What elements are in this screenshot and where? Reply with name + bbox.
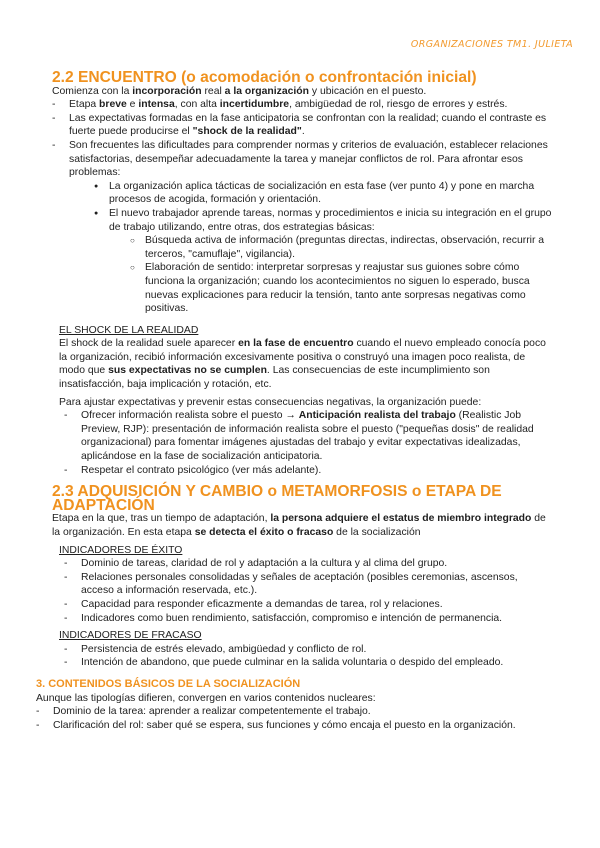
strategies-sublist [109,234,552,316]
shock-paragraph-2: Para ajustar expectativas y prevenir estas consecuencias negativas, la organización puede: [59,396,482,408]
list-item: - Relaciones personales consolidadas y señales de aceptación (posibles ceremonias, ascensos, acceso a información reservada, etc.). [59,571,552,598]
list-item: - Clarificación del rol: saber qué se espera, sus funciones y cómo encaja el puesto en la organización. [36,719,552,733]
list-item: ○ Búsqueda activa de información (preguntas directas, indirectas, observación, recurrir a terceros, "camuflaje", vigilancia). [109,234,552,261]
fracaso-list [59,643,552,670]
section-2-2-list [52,98,552,316]
list-item: - Dominio de la tarea: aprender a realizar competentemente el trabajo. [36,705,552,719]
document-body [36,69,552,732]
exito-title: INDICADORES DE ÉXITO [59,544,183,556]
section-2-3-title: 2.3 ADQUISICIÓN Y CAMBIO o METAMORFOSIS o ETAPA DE ADAPTACIÓN [52,483,502,514]
list-item: - Etapa breve e intensa, con alta incertidumbre, ambigüedad de rol, riesgo de errores y estrés. [52,98,552,112]
shock-section [52,324,552,478]
list-item: - Capacidad para responder eficazmente a demandas de tarea, rol y relaciones. [59,598,552,612]
section-2-2-intro: Comienza con la incorporación real a la organización y ubicación en el puesto. [52,85,427,97]
shock-title: EL SHOCK DE LA REALIDAD [59,324,199,336]
list-item: - Respetar el contrato psicológico (ver más adelante). [59,464,552,478]
list-item: - Dominio de tareas, claridad de rol y adaptación a la cultura y al clima del grupo. [59,557,552,571]
list-item: ● La organización aplica tácticas de socialización en esta fase (ver punto 4) y pone en marcha procesos de acogida, formación y orientación. [69,180,552,207]
fracaso-title: INDICADORES DE FRACASO [59,630,202,642]
strategies-list [69,180,552,316]
list-item: - Las expectativas formadas en la fase anticipatoria se confrontan con la realidad; cuando el contraste es fuerte puede producirse el "shock de la realidad". [52,112,552,139]
list-item: - Son frecuentes las dificultades para comprender normas y criterios de evaluación, establecer relaciones satisfactorias, desempeñar adecuadamente la tarea y manejar conflictos de rol. Para afrontar esos problemas: ● La organización aplica tácticas de socialización en esta fase (ver punto 4) y pone en marcha procesos de acogida, formación y orientación. ● El nuevo trabajador aprende tareas, normas y procedimientos e inicia su integración en el grupo de trabajo utilizando, entre otras, dos estrategias básicas: ○ Búsqueda activa de información (preguntas directas, indirectas, observación, recurrir a terceros, "camuflaje", vigilancia). ○ Elaboración de sentido: interpretar sorpresas y reajustar sus guiones sobre cómo funciona la organización; cuando los acontecimientos no siguen lo esperado, busca nuevas explicaciones para reducir la tensión, tanto ante sorpresas negativas como positivas. [52,139,552,316]
shock-paragraph: El shock de la realidad suele aparecer en la fase de encuentro cuando el nuevo empleado conocía poco la organización, recibió información excesivamente positiva o construyó una imagen poco realista, de modo que sus expectativas no se cumplen. Las consecuencias de este incumplimiento son insatisfacción, baja implicación y rotación, etc. [59,338,546,391]
list-item: - Indicadores como buen rendimiento, satisfacción, compromiso e intención de permanencia. [59,612,552,626]
section-3-title: 3. CONTENIDOS BÁSICOS DE LA SOCIALIZACIÓN [36,677,301,690]
list-item: - Persistencia de estrés elevado, ambigüedad y conflicto de rol. [59,643,552,657]
list-item: - Ofrecer información realista sobre el puesto → Anticipación realista del trabajo (Realistic Job Preview, RJP): presentación de información realista sobre el puesto ("pequeñas dosis" de realidad organizacional) para fomentar imágenes ajustadas del trabajo y evitar expectativas idealizadas, aplicándose en la fase de socialización anticipatoria. [59,409,552,463]
list-item: ● El nuevo trabajador aprende tareas, normas y procedimientos e inicia su integración en el grupo de trabajo utilizando, entre otras, dos estrategias básicas: ○ Búsqueda activa de información (preguntas directas, indirectas, observación, recurrir a terceros, "camuflaje", vigilancia). ○ Elaboración de sentido: interpretar sorpresas y reajustar sus guiones sobre cómo funciona la organización; cuando los acontecimientos no siguen lo esperado, busca nuevas explicaciones para reducir la tensión, tanto ante sorpresas negativas como positivas. [69,207,552,316]
header-tag: ORGANIZACIONES TM1. JULIETA [410,39,573,50]
list-item: - Intención de abandono, que puede culminar en la salida voluntaria o despido del empleado. [59,656,552,670]
section-3-list [36,705,552,732]
exito-section [52,544,552,670]
section-2-3-intro: Etapa en la que, tras un tiempo de adaptación, la persona adquiere el estatus de miembro integrado de la organización. En esta etapa se detecta el éxito o fracaso de la socialización [52,513,546,538]
list-item: ○ Elaboración de sentido: interpretar sorpresas y reajustar sus guiones sobre cómo funciona la organización; cuando los acontecimientos no siguen lo esperado, busca nuevas explicaciones para reducir la tensión, tanto ante sorpresas negativas como positivas. [109,261,552,315]
section-3-intro: Aunque las tipologías difieren, convergen en varios contenidos nucleares: [36,692,376,704]
exito-list [59,557,552,625]
section-2-2-title: 2.2 ENCUENTRO (o acomodación o confrontación inicial) [52,69,477,86]
shock-list [59,409,552,477]
